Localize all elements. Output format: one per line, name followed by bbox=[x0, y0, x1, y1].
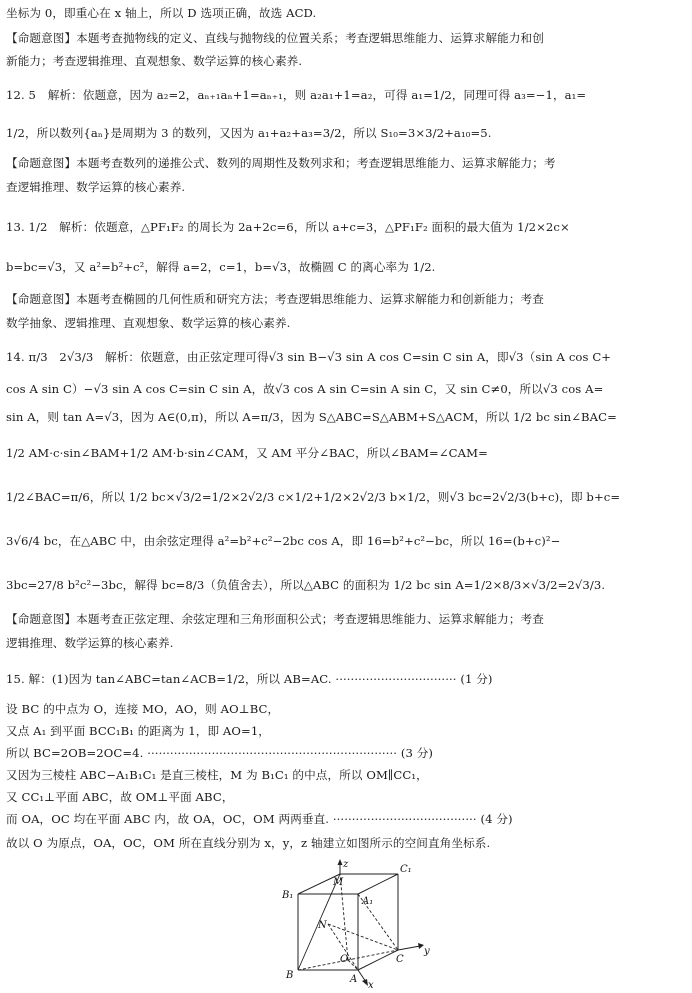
label-m: M bbox=[333, 877, 344, 888]
text-line: sin A，则 tan A=√3，因为 A∈(0,π)，所以 A=π/3，因为 S△ABC=S△ABM+S△ACM，所以 1/2 bc sin∠BAC= bbox=[6, 410, 617, 424]
text-line: 1/2，所以数列{aₙ}是周期为 3 的数列，又因为 a₁+a₂+a₃=3/2，所以 S₁₀=3×3/2+a₁₀=5. bbox=[6, 126, 492, 140]
text-line: 逻辑推理、数学运算的核心素养. bbox=[6, 636, 174, 650]
label-n: N bbox=[318, 920, 327, 931]
y-axis bbox=[398, 946, 420, 950]
label-c1: C₁ bbox=[400, 864, 412, 875]
text-line: 1/2∠BAC=π/6，所以 1/2 bc×√3/2=1/2×2√2/3 c×1/2+1/2×2√2/3 b×1/2，则√3 bc=2√2/3(b+c)，即 b+c= bbox=[6, 490, 621, 504]
label-b: B bbox=[286, 970, 294, 981]
text-line: 设 BC 的中点为 O，连接 MO，AO，则 AO⊥BC， bbox=[6, 702, 280, 716]
text-line: 故以 O 为原点，OA，OC，OM 所在直线分别为 x，y，z 轴建立如图所示的空间直角坐标系. bbox=[6, 836, 491, 850]
prism-coordinate-diagram bbox=[270, 858, 450, 990]
text-line: 13. 1/2 解析：依题意，△PF₁F₂ 的周长为 2a+2c=6，所以 a+c=3，△PF₁F₂ 面积的最大值为 1/2×2c× bbox=[6, 220, 570, 234]
label-x: x bbox=[368, 980, 374, 990]
text-line: 15. 解：(1)因为 tan∠ABC=tan∠ACB=1/2，所以 AB=AC. ································ (1 分) bbox=[6, 672, 493, 686]
label-y: y bbox=[424, 946, 430, 957]
text-line: 数学抽象、逻辑推理、直观想象、数学运算的核心素养. bbox=[6, 316, 291, 330]
label-a1: A₁ bbox=[362, 896, 374, 907]
text-line: 【命题意图】本题考查正弦定理、余弦定理和三角形面积公式；考查逻辑思维能力、运算求解能力；考查 bbox=[6, 612, 544, 626]
text-line: cos A sin C）−√3 sin A cos C=sin C sin A，故√3 cos A sin C=sin A sin C，又 sin C≠0，所以√3 cos A= bbox=[6, 382, 604, 396]
text-line: 而 OA，OC 均在平面 ABC 内，故 OA，OC，OM 两两垂直. ······································ (4 分) bbox=[6, 812, 513, 826]
text-line: 【命题意图】本题考查抛物线的定义、直线与抛物线的位置关系；考查逻辑思维能力、运算求解能力和创 bbox=[6, 31, 544, 45]
text-line: 又 CC₁⊥平面 ABC，故 OM⊥平面 ABC， bbox=[6, 790, 234, 804]
text-line: 1/2 AM·c·sin∠BAM+1/2 AM·b·sin∠CAM，又 AM 平分∠BAC，所以∠BAM=∠CAM= bbox=[6, 446, 488, 460]
text-line: 坐标为 0，即重心在 x 轴上，所以 D 选项正确，故选 ACD. bbox=[6, 6, 317, 20]
label-c: C bbox=[396, 954, 404, 965]
text-line: 3√6/4 bc，在△ABC 中，由余弦定理得 a²=b²+c²−2bc cos A，即 16=b²+c²−bc，所以 16=(b+c)²− bbox=[6, 534, 561, 548]
text-line: 3bc=27/8 b²c²−3bc，解得 bc=8/3（负值舍去），所以△ABC 的面积为 1/2 bc sin A=1/2×8/3×√3/2=2√3/3. bbox=[6, 578, 606, 592]
text-line: 14. π/3 2√3/3 解析：依题意，由正弦定理可得√3 sin B−√3 sin A cos C=sin C sin A，即√3（sin A cos C+ bbox=[6, 350, 612, 364]
z-axis-arrow bbox=[338, 859, 343, 865]
text-line: 12. 5 解析：依题意，因为 a₂=2，aₙ₊₁aₙ+1=aₙ₊₁，则 a₂a₁+1=a₂，可得 a₁=1/2，同理可得 a₃=−1，a₁= bbox=[6, 88, 587, 102]
text-line: b=bc=√3，又 a²=b²+c²，解得 a=2，c=1，b=√3，故椭圆 C 的离心率为 1/2. bbox=[6, 260, 436, 274]
label-o: O bbox=[340, 954, 349, 965]
label-a: A bbox=[350, 974, 358, 985]
edge-a1c1 bbox=[358, 874, 398, 894]
label-b1: B₁ bbox=[282, 890, 294, 901]
edge-nc-hidden bbox=[328, 924, 398, 950]
edge-ac bbox=[358, 950, 398, 970]
text-line: 又点 A₁ 到平面 BCC₁B₁ 的距离为 1，即 AO=1， bbox=[6, 724, 270, 738]
text-line: 【命题意图】本题考查椭圆的几何性质和研究方法；考查逻辑思维能力、运算求解能力和创新能力；考查 bbox=[6, 292, 544, 306]
text-line: 新能力；考查逻辑推理、直观想象、数学运算的核心素养. bbox=[6, 54, 303, 68]
text-line: 又因为三棱柱 ABC−A₁B₁C₁ 是直三棱柱，M 为 B₁C₁ 的中点，所以 OM∥CC₁， bbox=[6, 768, 428, 782]
text-line: 【命题意图】本题考查数列的递推公式、数列的周期性及数列求和；考查逻辑思维能力、运算求解能力；考 bbox=[6, 156, 556, 170]
text-line: 查逻辑推理、数学运算的核心素养. bbox=[6, 180, 186, 194]
label-z: z bbox=[343, 859, 349, 870]
text-line: 所以 BC=2OB=2OC=4. ·································································· (3 分) bbox=[6, 746, 434, 760]
